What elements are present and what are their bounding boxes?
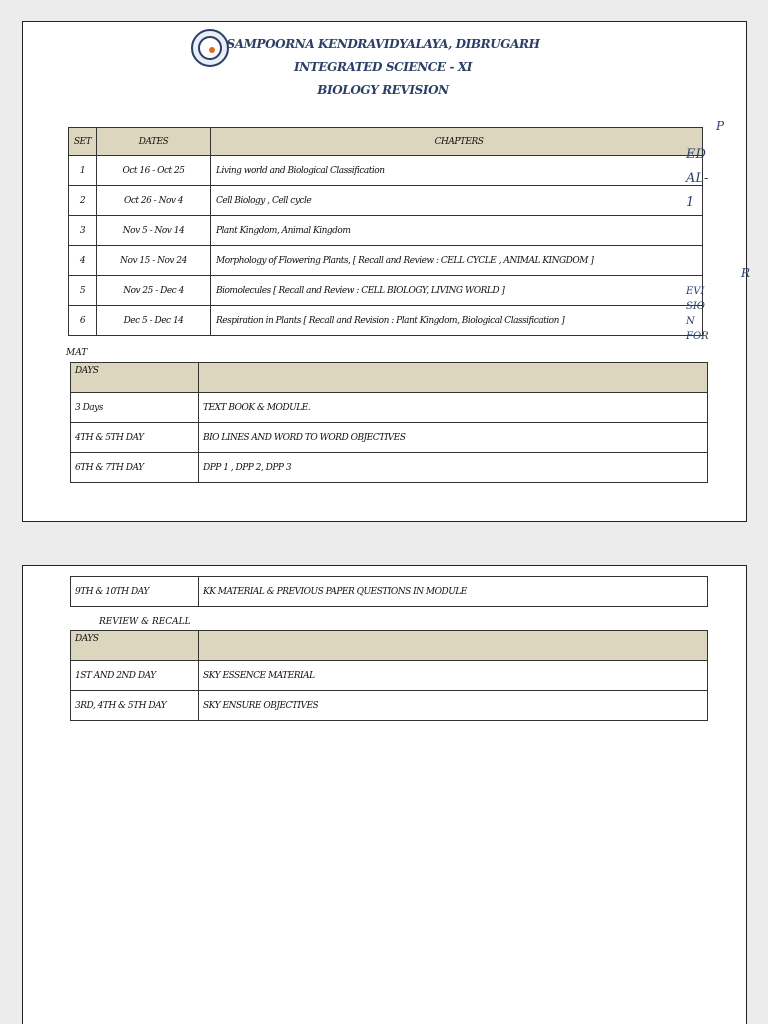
column-header-chapters: CHAPTERS [211,128,703,156]
set-number: 2 [69,186,97,216]
set-chapters: Morphology of Flowering Plants, [ Recall and Review : CELL CYCLE , ANIMAL KINGDOM ] [211,246,703,276]
table-row [71,423,708,453]
document-page-1 [22,21,747,522]
day-range: 3RD, 4TH & 5TH DAY [71,691,199,721]
set-dates: Oct 16 - Oct 25 [97,156,211,186]
set-number: 5 [69,276,97,306]
material-label: MAT [66,348,88,358]
material-plan-table [70,362,708,483]
set-dates: Nov 5 - Nov 14 [97,216,211,246]
side-note-text: EVI SIO N FOR [686,286,709,342]
set-dates: Nov 25 - Dec 4 [97,276,211,306]
day-task: BIO LINES AND WORD TO WORD OBJECTIVES [199,423,708,453]
column-header-task [199,363,708,393]
table-row [71,453,708,483]
set-chapters: Plant Kingdom, Animal Kingdom [211,216,703,246]
table-row [71,691,708,721]
day-task: KK MATERIAL & PREVIOUS PAPER QUESTIONS IN MODULE [199,577,708,607]
column-header-dates: DATES [97,128,211,156]
side-note-text: P [716,119,725,133]
set-number: 6 [69,306,97,336]
subject-title: INTEGRATED SCIENCE - XI [294,60,472,74]
table-row [69,306,703,336]
table-row [71,577,708,607]
table-row [71,661,708,691]
day-range: 4TH & 5TH DAY [71,423,199,453]
table-row [69,156,703,186]
table-header-row [71,631,708,661]
set-dates: Nov 15 - Nov 24 [97,246,211,276]
school-name: SAMPOORNA KENDRAVIDYALAYA, DIBRUGARH [226,37,540,51]
column-header-days: DAYS [71,631,199,661]
table-row [69,276,703,306]
table-row [69,246,703,276]
set-chapters: Respiration in Plants [ Recall and Revision : Plant Kingdom, Biological Classification ] [211,306,703,336]
column-header-set: SET [69,128,97,156]
table-header-row [69,128,703,156]
revision-schedule-table [68,127,703,336]
table-header-row [71,363,708,393]
side-note-text: R [741,266,751,280]
day-task: TEXT BOOK & MODULE. [199,393,708,423]
material-plan-continued-table [70,576,708,607]
day-range: 1ST AND 2ND DAY [71,661,199,691]
page-title: BIOLOGY REVISION [317,83,449,97]
column-header-task [199,631,708,661]
day-range: 6TH & 7TH DAY [71,453,199,483]
review-recall-label: REVIEW & RECALL [99,617,191,627]
set-dates: Oct 26 - Nov 4 [97,186,211,216]
set-number: 3 [69,216,97,246]
day-task: SKY ENSURE OBJECTIVES [199,691,708,721]
day-task: SKY ESSENCE MATERIAL [199,661,708,691]
side-note-text: ED AL- 1 [686,147,709,210]
day-range: 9TH & 10TH DAY [71,577,199,607]
review-recall-table [70,630,708,721]
set-chapters: Biomolecules [ Recall and Review : CELL BIOLOGY, LIVING WORLD ] [211,276,703,306]
set-chapters: Living world and Biological Classification [211,156,703,186]
table-row [69,186,703,216]
day-range: 3 Days [71,393,199,423]
day-task: DPP 1 , DPP 2, DPP 3 [199,453,708,483]
table-row [69,216,703,246]
table-row [71,393,708,423]
document-page-2 [22,565,747,1024]
set-number: 4 [69,246,97,276]
set-chapters: Cell Biology , Cell cycle [211,186,703,216]
column-header-days: DAYS [71,363,199,393]
set-number: 1 [69,156,97,186]
set-dates: Dec 5 - Dec 14 [97,306,211,336]
